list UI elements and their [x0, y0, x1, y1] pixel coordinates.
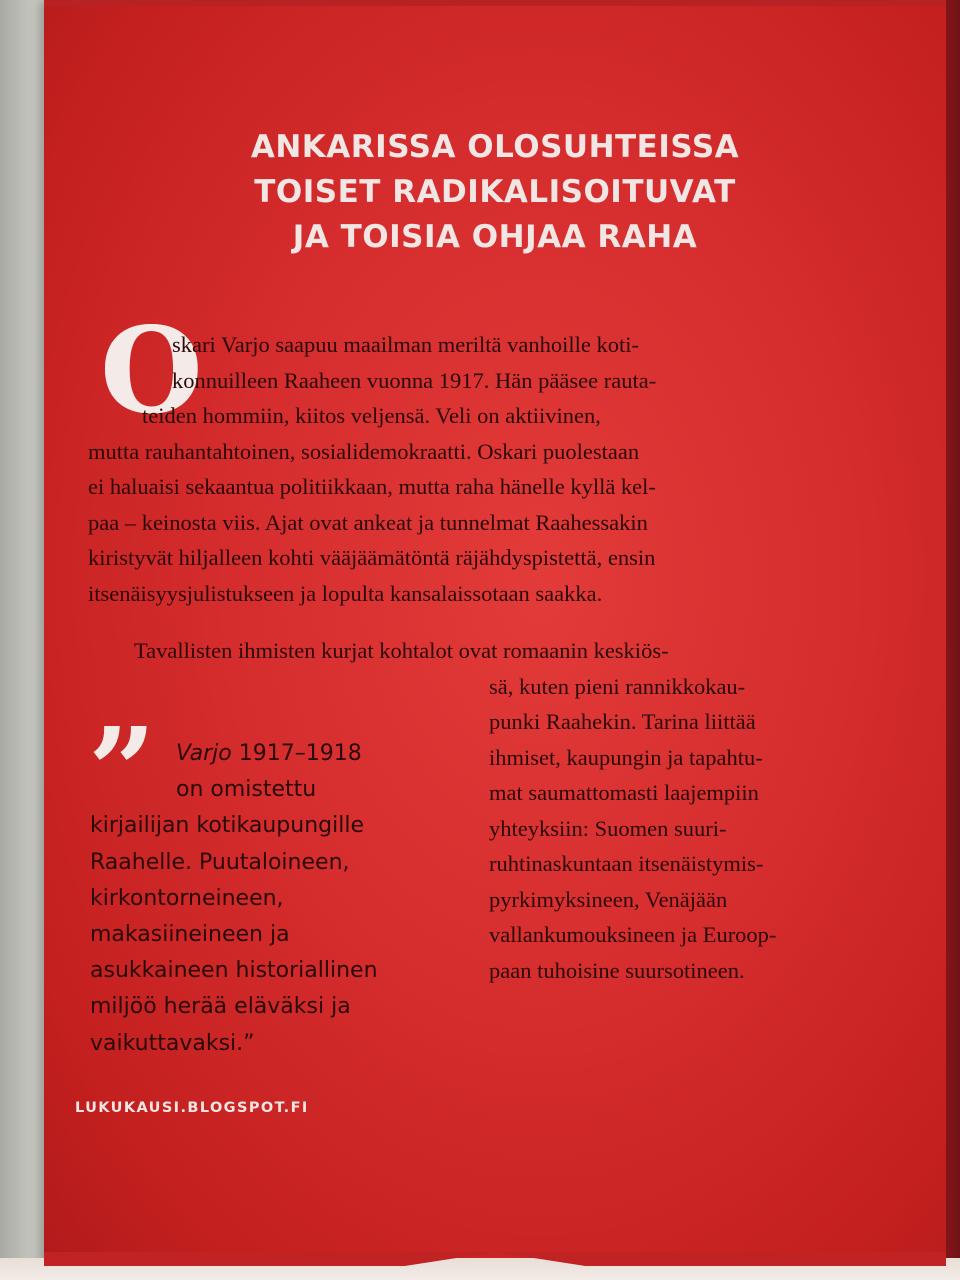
text-line: teiden hommiin, kiitos veljensä. Veli on aktiivinen, [142, 403, 601, 428]
text-line: Tavallisten ihmisten kurjat kohtalot ovat romaanin keskiös- [134, 638, 669, 663]
text-line: ei haluaisi sekaantua politiikkaan, mutta raha hänelle kyllä kel- [88, 474, 656, 499]
quote-line: miljöö herää eläväksi ja [90, 994, 351, 1020]
headline-line: ANKARISSA OLOSUHTEISSA [250, 129, 740, 165]
quote-line: kirkontorneineen, [90, 885, 284, 911]
headline-line: JA TOISIA OHJAA RAHA [292, 219, 698, 255]
quote-first-line [176, 736, 378, 772]
text-line: paan tuhoisine suursotineen. [489, 957, 745, 983]
cover-headline [200, 125, 790, 260]
quote-source: LUKUKAUSI.BLOGSPOT.FI [75, 1100, 309, 1116]
text-line: mutta rauhantahtoinen, sosialidemokraatti. Oskari puolestaan [88, 438, 640, 464]
blurb-paragraph-1 [88, 327, 657, 611]
text-line: paa – keinosta viis. Ajat ovat ankeat ja tunnelmat Raahessakin [88, 509, 648, 535]
quote-book-title: Varjo [176, 741, 232, 766]
text-line: mat saumattomasti laajempiin [489, 780, 759, 805]
quote-mark-icon: ” [88, 701, 146, 840]
text-line: yhteyksiin: Suomen suuri- [489, 815, 727, 841]
text-line: kiristyvät hiljalleen kohti vääjäämätöntä räjähdyspistettä, ensin [88, 545, 656, 570]
text-line: ihmiset, kaupungin ja tapahtu- [489, 744, 763, 770]
quote-line: vaikuttavaksi.” [90, 1030, 255, 1056]
text-line: vallankumouksineen ja Euroop- [489, 922, 777, 947]
quote-line: makasiineineen ja [90, 922, 290, 948]
headline-line: TOISET RADIKALISOITUVAT [254, 174, 736, 210]
quote-line: Raahelle. Puutaloineen, [90, 849, 350, 875]
text-line: punki Raahekin. Tarina liittää [489, 709, 756, 734]
review-quote [90, 736, 378, 1062]
quote-years: 1917–1918 [231, 741, 362, 766]
drop-cap: O [100, 301, 203, 440]
cover-top-edge [44, 0, 946, 6]
text-line: ruhtinaskuntaan itsenäistymis- [489, 851, 764, 876]
quote-line: on omistettu [176, 777, 317, 803]
text-line: pyrkimyksineen, Venäjään [489, 886, 728, 912]
text-line: itsenäisyysjulistukseen ja lopulta kansalaissotaan saakka. [88, 580, 603, 606]
quote-line: asukkaineen historiallinen [90, 958, 378, 984]
text-line: konnuilleen Raaheen vuonna 1917. Hän pääsee rauta- [172, 367, 657, 393]
text-line: skari Varjo saapuu maailman meriltä vanhoille koti- [172, 332, 639, 357]
text-line: sä, kuten pieni rannikkokau- [489, 673, 746, 699]
quote-line: kirjailijan kotikaupungille [90, 813, 364, 839]
